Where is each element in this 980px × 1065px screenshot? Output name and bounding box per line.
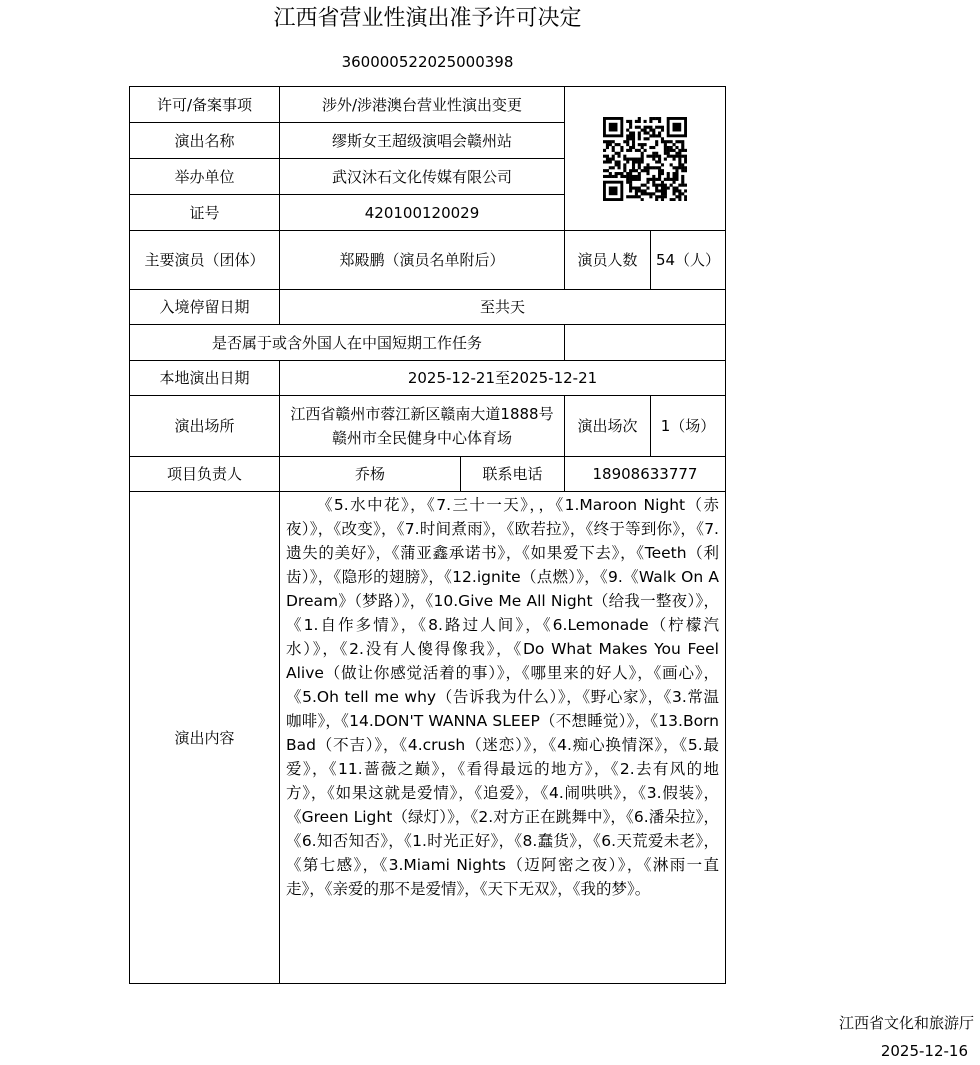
document-number: 360000522025000398 xyxy=(341,53,514,71)
row-permit-item xyxy=(130,87,726,123)
label-stay-dates: 入境停留日期 xyxy=(130,290,280,325)
label-content: 演出内容 xyxy=(130,492,280,984)
row-short-term-work xyxy=(130,325,726,361)
qr-cell xyxy=(565,87,726,231)
qr-code-icon xyxy=(603,117,687,201)
row-venue xyxy=(130,396,726,457)
row-local-dates xyxy=(130,361,726,396)
label-performer-count: 演员人数 xyxy=(565,231,651,290)
label-cert-no: 证号 xyxy=(130,195,280,231)
value-local-dates: 2025-12-21至2025-12-21 xyxy=(280,361,726,396)
label-sessions: 演出场次 xyxy=(565,396,651,457)
document-title: 江西省营业性演出准予许可决定 xyxy=(273,6,582,31)
label-venue: 演出场所 xyxy=(130,396,280,457)
value-venue: 江西省赣州市蓉江新区赣南大道1888号赣州市全民健身中心体育场 xyxy=(280,396,565,457)
value-phone: 18908633777 xyxy=(565,457,726,492)
value-performers: 郑殿鹏（演员名单附后） xyxy=(280,231,565,290)
row-manager xyxy=(130,457,726,492)
label-performers: 主要演员（团体） xyxy=(130,231,280,290)
row-performers xyxy=(130,231,726,290)
label-show-name: 演出名称 xyxy=(130,123,280,159)
issuer-name: 江西省文化和旅游厅 xyxy=(838,1014,974,1032)
value-show-name: 缪斯女王超级演唱会赣州站 xyxy=(280,123,565,159)
row-content xyxy=(130,492,726,984)
label-permit-item: 许可/备案事项 xyxy=(130,87,280,123)
label-local-dates: 本地演出日期 xyxy=(130,361,280,396)
label-manager: 项目负责人 xyxy=(130,457,280,492)
value-stay-dates: 至共天 xyxy=(280,290,726,325)
row-stay-dates xyxy=(130,290,726,325)
label-phone: 联系电话 xyxy=(461,457,565,492)
value-organizer: 武汉沐石文化传媒有限公司 xyxy=(280,159,565,195)
value-cert-no: 420100120029 xyxy=(280,195,565,231)
value-performer-count: 54（人） xyxy=(651,231,726,290)
label-organizer: 举办单位 xyxy=(130,159,280,195)
label-short-term-work: 是否属于或含外国人在中国短期工作任务 xyxy=(130,325,565,361)
value-sessions: 1（场） xyxy=(651,396,726,457)
value-manager: 乔杨 xyxy=(280,457,461,492)
value-content: 《5.水中花》，《7.三十一天》，，《1.Maroon Night（赤夜）》，《改变》，《7.时间煮雨》，《欧若拉》，《终于等到你》，《7.遗失的美好》，《蒲亚鑫承诺书》，《如果爱下去》，《Teeth（利齿）》，《隐形的翅膀》，《12.ignite（点燃）》，《9.《Walk On A Dream》（梦路）》，《10.Give Me All Night（给我一整夜）》，《1.自作多情》，《8.路过人间》，《6.Lemonade（柠檬汽水）》，《2.没有人傻得像我》，《Do What Makes You Feel Alive（做让你感觉活着的事）》，《哪里来的好人》，《画心》，《5.Oh tell me why（告诉我为什么）》，《野心家》，《3.常温咖啡》，《14.DON'T WANNA SLEEP（不想睡觉）》，《13.Born Bad（不吉）》，《4.crush（迷恋）》，《4.痴心换情深》，《5.最爱》，《11.蔷薇之巅》，《看得最远的地方》，《2.去有风的地方》，《如果这就是爱情》，《追爱》，《4.闹哄哄》，《3.假装》，《Green Light（绿灯）》，《2.对方正在跳舞中》，《6.潘朵拉》，《6.知否知否》，《1.时光正好》，《8.蠢货》，《6.天荒爱未老》，《第七感》，《3.Miami Nights（迈阿密之夜）》，《淋雨一直走》，《亲爱的那不是爱情》，《天下无双》，《我的梦》。 xyxy=(280,492,726,984)
value-short-term-work xyxy=(565,325,726,361)
issue-date: 2025-12-16 xyxy=(880,1042,968,1060)
permit-table xyxy=(129,86,726,984)
value-permit-item: 涉外/涉港澳台营业性演出变更 xyxy=(280,87,565,123)
